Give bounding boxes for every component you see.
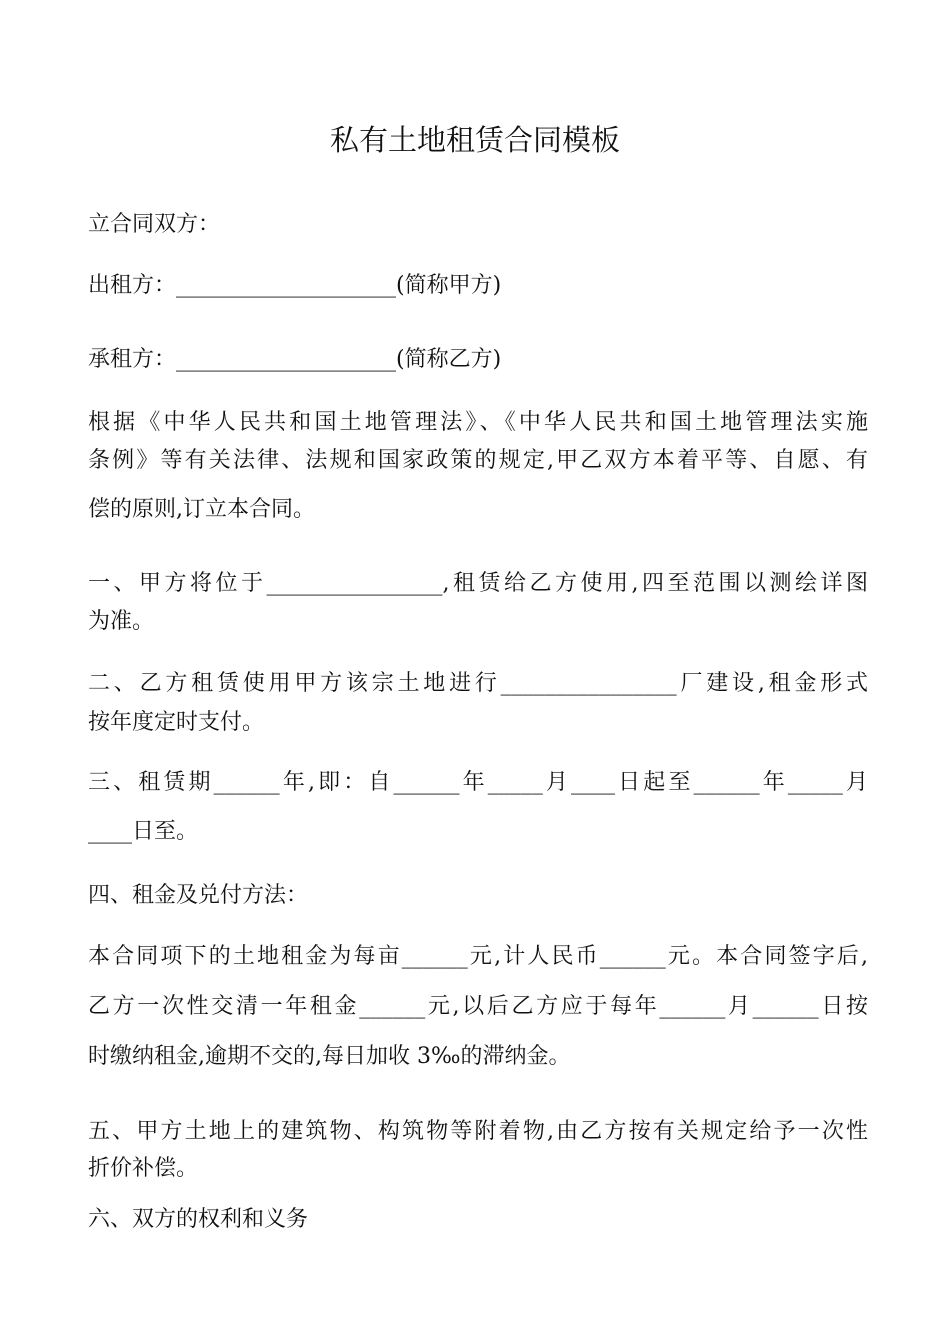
text-line-clause-2a: 二、乙方租赁使用甲方该宗土地进行________________厂建设,租金形式: [88, 671, 868, 696]
text-line-clause-3a: 三、租赁期______年,即：自______年_____月____日起至______年_____月: [88, 770, 868, 795]
text-line-clause-6-heading: 六、双方的权利和义务: [88, 1207, 309, 1232]
text-line-basis-3: 偿的原则,订立本合同。: [88, 497, 315, 522]
text-line-lessee: 承租方：____________________(简称乙方): [88, 347, 502, 372]
text-line-lessor: 出租方：____________________(简称甲方): [88, 273, 502, 298]
text-line-basis-2: 条例》等有关法律、法规和国家政策的规定,甲乙双方本着平等、自愿、有: [88, 448, 868, 473]
text-line-clause-4-heading: 四、租金及兑付方法：: [88, 883, 309, 908]
text-line-clause-1b: 为准。: [88, 609, 155, 634]
text-line-clause-5b: 折价补偿。: [88, 1156, 199, 1181]
text-line-basis-1: 根据《中华人民共和国土地管理法》、《中华人民共和国土地管理法实施: [88, 410, 868, 435]
text-line-clause-1a: 一、甲方将位于________________,租赁给乙方使用,四至范围以测绘详图: [88, 571, 868, 596]
text-line-clause-4c: 时缴纳租金,逾期不交的,每日加收 3‰的滞纳金。: [88, 1044, 571, 1069]
text-line-parties-heading: 立合同双方：: [88, 212, 221, 237]
text-line-clause-3b: ____日至。: [88, 819, 199, 844]
text-line-clause-5a: 五、甲方土地上的建筑物、构筑物等附着物,由乙方按有关规定给予一次性: [88, 1119, 868, 1144]
document-title: 私有土地租赁合同模板: [329, 123, 620, 157]
text-line-clause-4a: 本合同项下的土地租金为每亩______元,计人民币______元。本合同签字后,: [88, 944, 868, 969]
text-line-clause-2b: 按年度定时支付。: [88, 710, 265, 735]
text-line-clause-4b: 乙方一次性交清一年租金______元,以后乙方应于每年______月______日按: [88, 994, 868, 1019]
